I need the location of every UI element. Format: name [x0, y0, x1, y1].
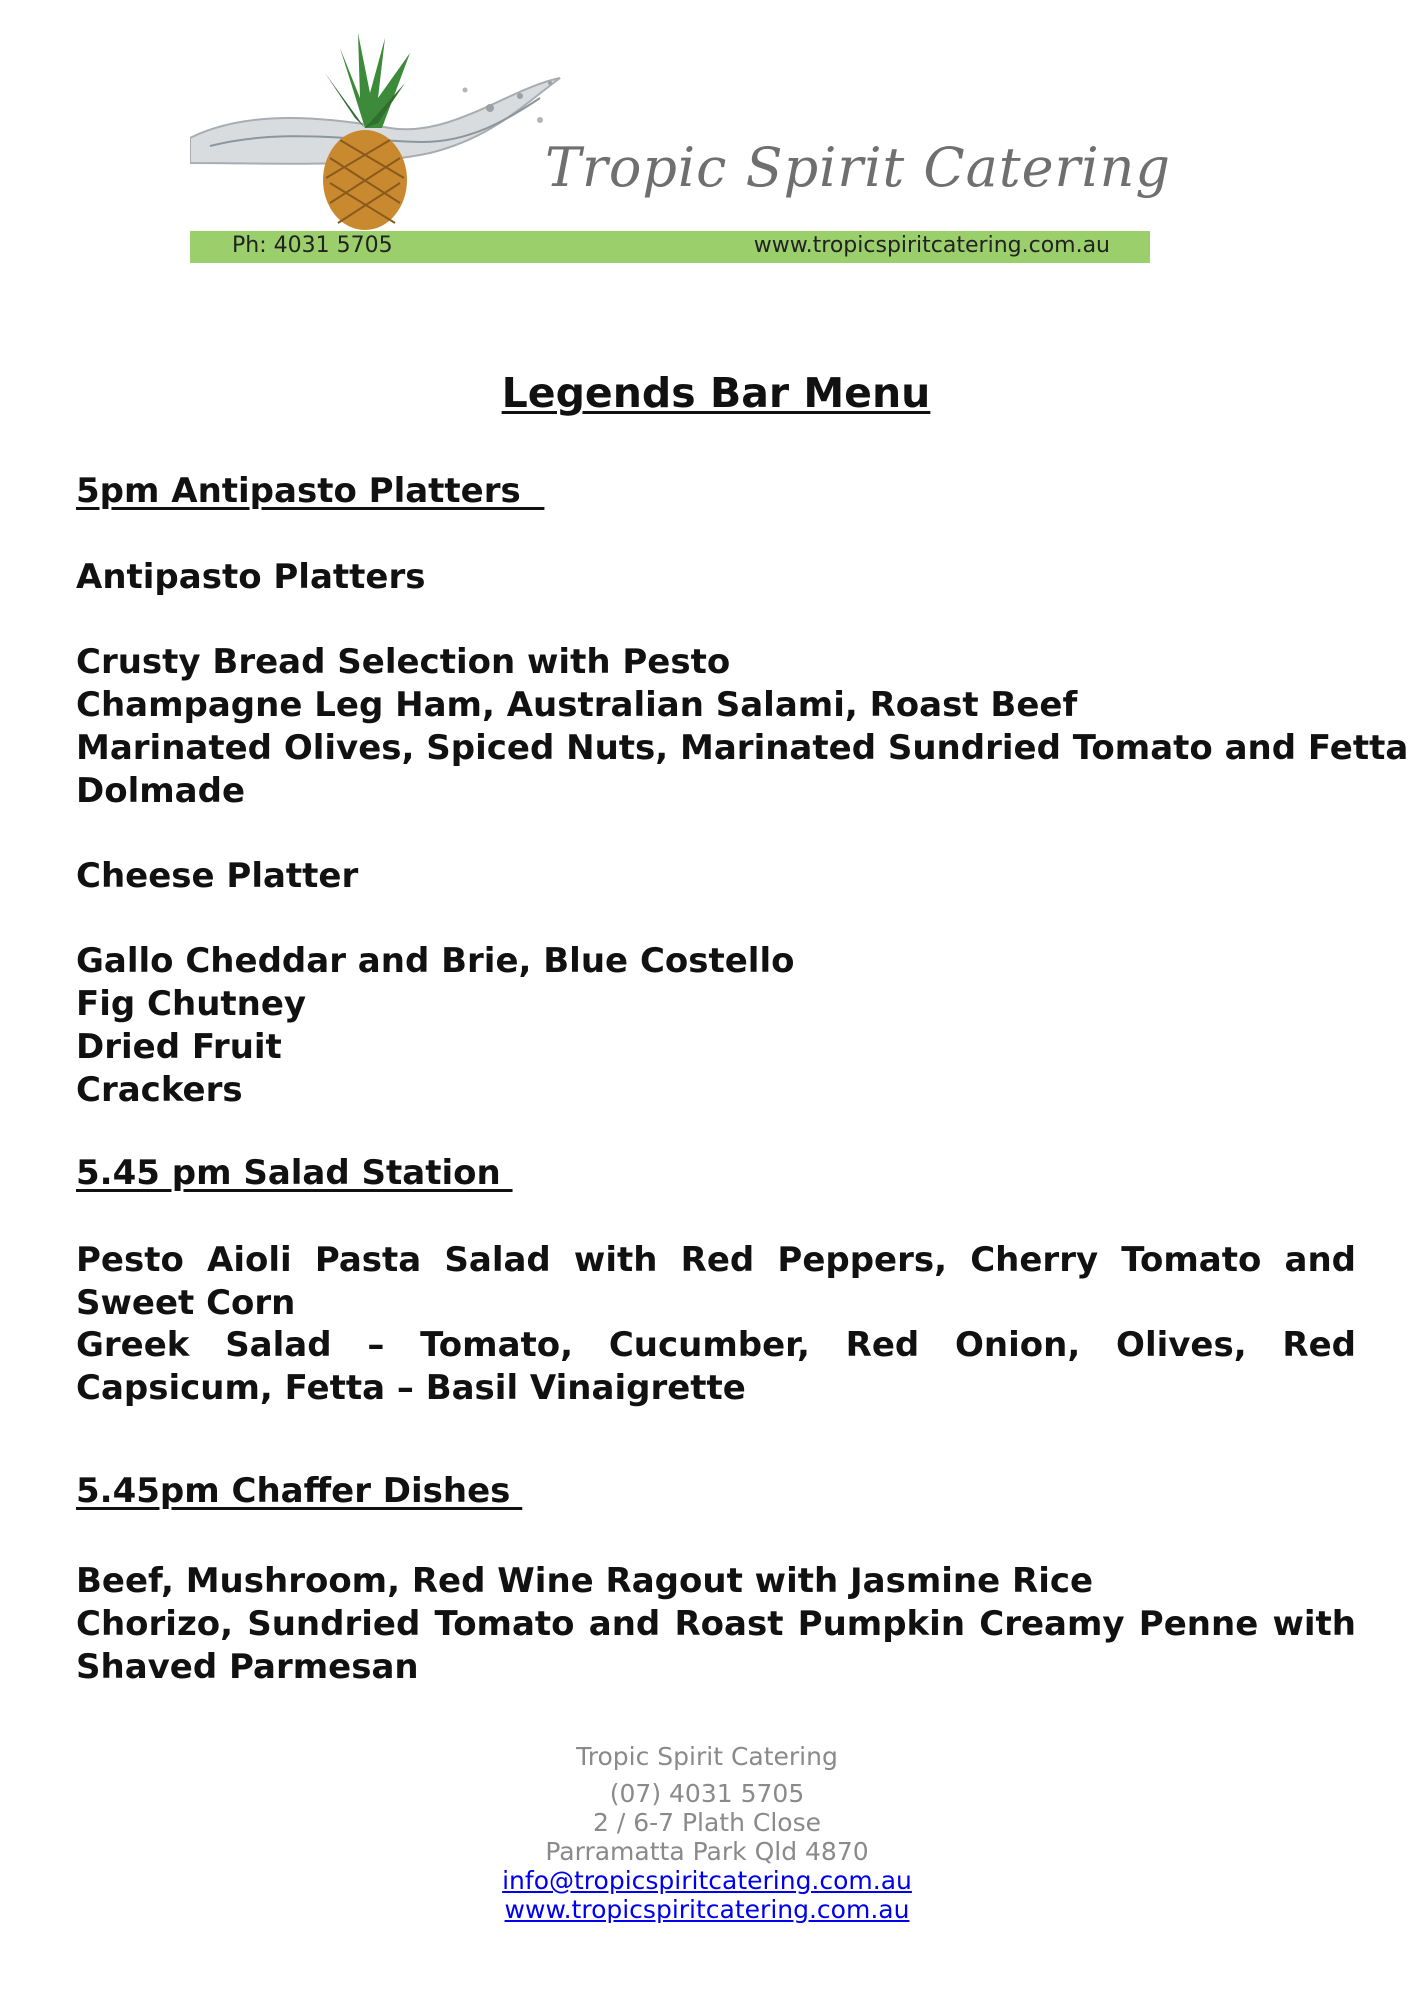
- subheading-antipasto-platters: Antipasto Platters: [76, 557, 426, 597]
- footer-address-line2: Parramatta Park Qld 4870: [545, 1837, 869, 1866]
- footer-phone: (07) 4031 5705: [609, 1779, 805, 1808]
- footer-email-link[interactable]: info@tropicspiritcatering.com.au: [502, 1866, 912, 1895]
- menu-item: Greek Salad – Tomato, Cucumber, Red Onion, Olives, Red Capsicum, Fetta – Basil Vinaigrette: [76, 1325, 1356, 1408]
- menu-item: Pesto Aioli Pasta Salad with Red Peppers, Cherry Tomato and Sweet Corn: [76, 1240, 1356, 1323]
- subheading-cheese-platter: Cheese Platter: [76, 856, 359, 896]
- section-heading-salad: 5.45 pm Salad Station: [76, 1153, 513, 1193]
- brand-name: Tropic Spirit Catering: [545, 136, 1171, 199]
- section-heading-antipasto: 5pm Antipasto Platters: [76, 471, 545, 511]
- menu-item: Gallo Cheddar and Brie, Blue Costello: [76, 941, 795, 981]
- menu-item: Dried Fruit: [76, 1027, 282, 1067]
- menu-item: Fig Chutney: [76, 984, 307, 1024]
- letterhead-website: www.tropicspiritcatering.com.au: [753, 233, 1110, 258]
- menu-item: Chorizo, Sundried Tomato and Roast Pumpkin Creamy Penne with Shaved Parmesan: [76, 1604, 1356, 1687]
- menu-item: Dolmade: [76, 771, 246, 811]
- letterhead-phone: Ph: 4031 5705: [232, 233, 393, 258]
- menu-item: Beef, Mushroom, Red Wine Ragout with Jasmine Rice: [76, 1561, 1094, 1601]
- contact-bar: [190, 231, 1150, 263]
- menu-item: Champagne Leg Ham, Australian Salami, Roast Beef: [76, 685, 1078, 725]
- footer-website-link[interactable]: www.tropicspiritcatering.com.au: [504, 1895, 910, 1924]
- footer: [0, 1742, 1414, 1924]
- letterhead: [190, 28, 1171, 268]
- menu-item: Crackers: [76, 1070, 243, 1110]
- section-heading-chaffer: 5.45pm Chaffer Dishes: [76, 1471, 523, 1511]
- footer-address-line1: 2 / 6-7 Plath Close: [592, 1808, 822, 1837]
- pineapple-logo-image: [300, 28, 430, 233]
- menu-item: Crusty Bread Selection with Pesto: [76, 642, 731, 682]
- page-title: Legends Bar Menu: [501, 369, 931, 417]
- menu-item: Marinated Olives, Spiced Nuts, Marinated Sundried Tomato and Fetta: [76, 728, 1409, 768]
- footer-company: Tropic Spirit Catering: [576, 1742, 838, 1771]
